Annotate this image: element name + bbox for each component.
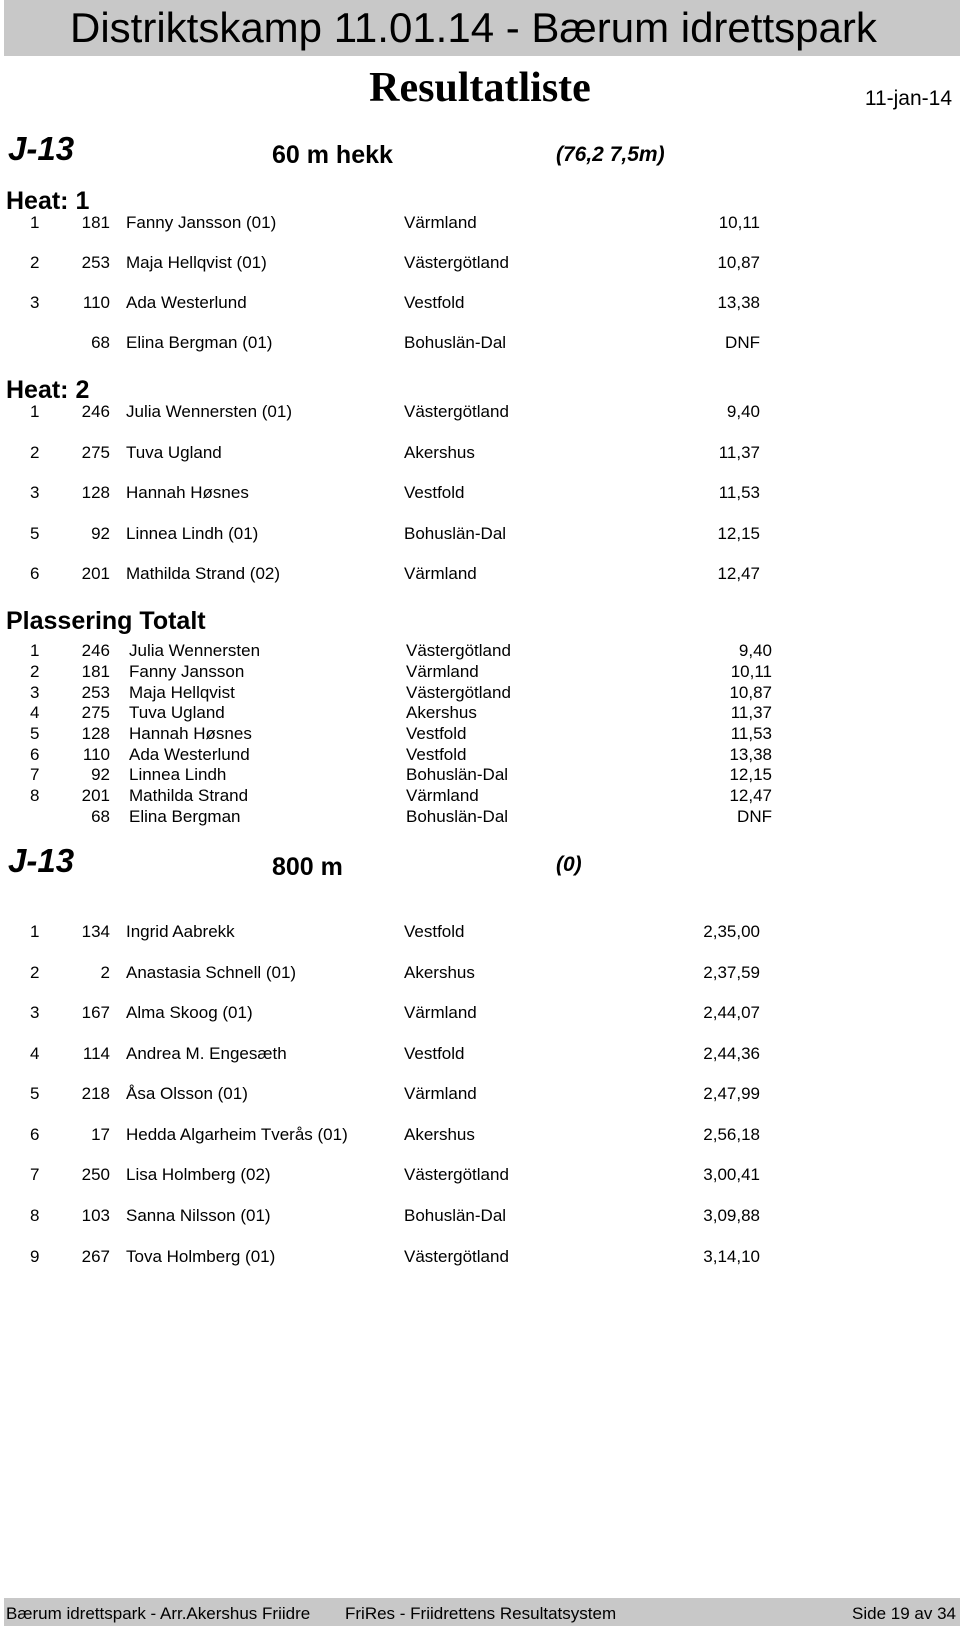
row-place: 1 bbox=[30, 402, 40, 421]
table-row bbox=[0, 764, 960, 786]
row-club: Västergötland bbox=[406, 641, 511, 660]
row-place: 3 bbox=[30, 683, 40, 702]
row-result: 2,47,99 bbox=[703, 1084, 760, 1103]
row-result: 12,15 bbox=[717, 524, 760, 543]
footer-system: FriRes - Friidrettens Resultatsystem bbox=[345, 1604, 617, 1623]
row-bib: 250 bbox=[81, 1165, 110, 1184]
row-name: Ada Westerlund bbox=[126, 293, 247, 312]
footer-page-number: Side 19 av 34 bbox=[852, 1604, 956, 1623]
table-row bbox=[0, 332, 960, 354]
row-place: 4 bbox=[30, 1044, 40, 1063]
row-name: Sanna Nilsson (01) bbox=[126, 1206, 271, 1225]
row-name: Alma Skoog (01) bbox=[126, 1003, 253, 1022]
document-subtitle: Resultatliste bbox=[369, 65, 591, 111]
table-row bbox=[0, 1002, 960, 1024]
row-result: 11,37 bbox=[730, 703, 772, 722]
row-name: Maja Hellqvist (01) bbox=[126, 253, 267, 272]
table-row bbox=[0, 744, 960, 766]
row-club: Värmland bbox=[404, 564, 477, 583]
row-result: 2,44,07 bbox=[703, 1003, 760, 1022]
row-name: Julia Wennersten bbox=[129, 641, 261, 660]
row-result: 3,14,10 bbox=[703, 1247, 760, 1266]
row-place: 6 bbox=[30, 564, 40, 583]
row-place: 2 bbox=[30, 963, 40, 982]
row-name: Lisa Holmberg (02) bbox=[126, 1165, 271, 1184]
row-club: Vestfold bbox=[406, 724, 467, 743]
event2-name: 800 m bbox=[272, 853, 343, 881]
row-name: Fanny Jansson bbox=[129, 662, 245, 681]
row-bib: 2 bbox=[100, 963, 110, 982]
heat2-heading: Heat: 2 bbox=[6, 376, 90, 404]
row-club: Värmland bbox=[404, 1084, 477, 1103]
row-result: 10,87 bbox=[717, 253, 760, 272]
event1-class-label: J-13 bbox=[8, 130, 75, 167]
row-name: Åsa Olsson (01) bbox=[126, 1084, 248, 1103]
total-heading: Plassering Totalt bbox=[6, 607, 206, 635]
row-place: 8 bbox=[30, 786, 40, 805]
row-place: 1 bbox=[30, 922, 40, 941]
row-result: 11,53 bbox=[718, 483, 760, 502]
row-place: 2 bbox=[30, 662, 40, 681]
row-club: Bohuslän-Dal bbox=[406, 765, 509, 784]
row-result: 12,47 bbox=[717, 564, 760, 583]
row-result: 10,11 bbox=[730, 662, 772, 681]
row-place: 2 bbox=[30, 443, 40, 462]
table-row bbox=[0, 523, 960, 545]
row-bib: 181 bbox=[81, 662, 110, 681]
row-club: Akershus bbox=[404, 963, 475, 982]
row-place: 6 bbox=[30, 1125, 40, 1144]
row-result: 2,35,00 bbox=[703, 922, 760, 941]
row-bib: 128 bbox=[81, 724, 110, 743]
row-result: 12,15 bbox=[729, 765, 772, 784]
table-row bbox=[0, 702, 960, 724]
row-name: Ingrid Aabrekk bbox=[126, 922, 235, 941]
heat1-heading: Heat: 1 bbox=[6, 187, 90, 215]
table-row bbox=[0, 1124, 960, 1146]
row-place: 8 bbox=[30, 1206, 40, 1225]
row-club: Vestfold bbox=[404, 922, 465, 941]
event1-info: (76,2 7,5m) bbox=[556, 143, 665, 166]
row-place: 1 bbox=[30, 213, 40, 232]
row-bib: 92 bbox=[91, 524, 110, 543]
row-bib: 246 bbox=[81, 402, 110, 421]
row-name: Linnea Lindh (01) bbox=[126, 524, 259, 543]
row-club: Västergötland bbox=[404, 253, 509, 272]
row-name: Elina Bergman (01) bbox=[126, 333, 273, 352]
row-name: Anastasia Schnell (01) bbox=[126, 963, 297, 982]
row-name: Elina Bergman bbox=[129, 807, 241, 826]
table-row bbox=[0, 1164, 960, 1186]
row-result: 9,40 bbox=[726, 402, 760, 421]
row-name: Maja Hellqvist bbox=[129, 683, 235, 702]
row-bib: 218 bbox=[81, 1084, 110, 1103]
row-bib: 253 bbox=[81, 253, 110, 272]
event2-info: (0) bbox=[556, 853, 582, 876]
row-club: Bohuslän-Dal bbox=[404, 333, 507, 352]
footer-venue: Bærum idrettspark - Arr.Akershus Friidre bbox=[6, 1604, 311, 1623]
row-name: Hannah Høsnes bbox=[129, 724, 252, 743]
row-result: 12,47 bbox=[729, 786, 772, 805]
table-row bbox=[0, 785, 960, 807]
row-bib: 110 bbox=[82, 293, 110, 312]
row-bib: 181 bbox=[81, 213, 110, 232]
table-row bbox=[0, 640, 960, 662]
row-bib: 246 bbox=[81, 641, 110, 660]
row-result: 2,44,36 bbox=[703, 1044, 760, 1063]
table-row bbox=[0, 921, 960, 943]
row-place: 7 bbox=[30, 1165, 40, 1184]
row-bib: 110 bbox=[82, 745, 110, 764]
row-club: Värmland bbox=[406, 662, 479, 681]
document-date: 11-jan-14 bbox=[864, 87, 952, 110]
row-place: 9 bbox=[30, 1247, 40, 1266]
row-bib: 275 bbox=[81, 703, 110, 722]
row-result: 11,37 bbox=[718, 443, 760, 462]
row-club: Västergötland bbox=[404, 1165, 509, 1184]
row-place: 5 bbox=[30, 1084, 40, 1103]
row-club: Västergötland bbox=[404, 1247, 509, 1266]
row-result: 3,09,88 bbox=[703, 1206, 760, 1225]
row-club: Akershus bbox=[404, 1125, 475, 1144]
row-place: 3 bbox=[30, 293, 40, 312]
row-result: 2,56,18 bbox=[703, 1125, 760, 1144]
row-result: 11,53 bbox=[730, 724, 772, 743]
row-name: Tova Holmberg (01) bbox=[126, 1247, 276, 1266]
table-row bbox=[0, 401, 960, 423]
row-name: Hedda Algarheim Tverås (01) bbox=[126, 1125, 348, 1144]
row-bib: 275 bbox=[81, 443, 110, 462]
row-name: Linnea Lindh bbox=[129, 765, 227, 784]
row-club: Västergötland bbox=[404, 402, 509, 421]
row-bib: 68 bbox=[91, 807, 110, 826]
row-result: DNF bbox=[737, 807, 772, 826]
row-bib: 253 bbox=[81, 683, 110, 702]
row-result: 10,87 bbox=[729, 683, 772, 702]
table-row bbox=[0, 1246, 960, 1268]
row-club: Vestfold bbox=[404, 293, 465, 312]
table-row bbox=[0, 563, 960, 585]
row-bib: 267 bbox=[81, 1247, 110, 1266]
row-result: 3,00,41 bbox=[703, 1165, 760, 1184]
row-bib: 114 bbox=[82, 1044, 110, 1063]
row-name: Tuva Ugland bbox=[126, 443, 222, 462]
event1-name: 60 m hekk bbox=[272, 141, 393, 169]
row-result: DNF bbox=[725, 333, 760, 352]
row-bib: 134 bbox=[81, 922, 110, 941]
row-place: 5 bbox=[30, 524, 40, 543]
table-row bbox=[0, 806, 960, 828]
row-bib: 17 bbox=[91, 1125, 110, 1144]
row-club: Bohuslän-Dal bbox=[406, 807, 509, 826]
row-club: Vestfold bbox=[404, 483, 465, 502]
page-title: Distriktskamp 11.01.14 - Bærum idrettspark bbox=[70, 4, 877, 51]
row-club: Vestfold bbox=[406, 745, 467, 764]
row-name: Julia Wennersten (01) bbox=[126, 402, 292, 421]
row-bib: 167 bbox=[81, 1003, 110, 1022]
row-club: Bohuslän-Dal bbox=[404, 524, 507, 543]
row-name: Mathilda Strand bbox=[129, 786, 249, 805]
table-row bbox=[0, 442, 960, 464]
event2-class-label: J-13 bbox=[8, 842, 75, 879]
table-row bbox=[0, 1043, 960, 1065]
row-place: 6 bbox=[30, 745, 40, 764]
row-club: Värmland bbox=[404, 213, 477, 232]
row-club: Akershus bbox=[406, 703, 477, 722]
row-name: Tuva Ugland bbox=[129, 703, 225, 722]
table-row bbox=[0, 1205, 960, 1227]
row-result: 9,40 bbox=[738, 641, 772, 660]
row-place: 1 bbox=[30, 641, 40, 660]
row-bib: 201 bbox=[81, 564, 110, 583]
row-name: Andrea M. Engesæth bbox=[126, 1044, 287, 1063]
row-club: Bohuslän-Dal bbox=[404, 1206, 507, 1225]
table-row bbox=[0, 962, 960, 984]
row-result: 13,38 bbox=[717, 293, 760, 312]
row-club: Akershus bbox=[404, 443, 475, 462]
table-row bbox=[0, 482, 960, 504]
row-place: 5 bbox=[30, 724, 40, 743]
row-bib: 68 bbox=[91, 333, 110, 352]
table-row bbox=[0, 661, 960, 683]
table-row bbox=[0, 723, 960, 745]
row-bib: 103 bbox=[81, 1206, 110, 1225]
table-row bbox=[0, 252, 960, 274]
row-result: 2,37,59 bbox=[703, 963, 760, 982]
row-name: Hannah Høsnes bbox=[126, 483, 249, 502]
row-result: 13,38 bbox=[729, 745, 772, 764]
row-club: Vestfold bbox=[404, 1044, 465, 1063]
row-place: 7 bbox=[30, 765, 40, 784]
row-place: 2 bbox=[30, 253, 40, 272]
row-bib: 92 bbox=[91, 765, 110, 784]
row-club: Värmland bbox=[404, 1003, 477, 1022]
table-row bbox=[0, 292, 960, 314]
row-name: Ada Westerlund bbox=[129, 745, 250, 764]
row-place: 4 bbox=[30, 703, 40, 722]
row-club: Västergötland bbox=[406, 683, 511, 702]
row-result: 10,11 bbox=[718, 213, 760, 232]
table-row bbox=[0, 682, 960, 704]
row-place: 3 bbox=[30, 483, 40, 502]
row-bib: 128 bbox=[81, 483, 110, 502]
row-place: 3 bbox=[30, 1003, 40, 1022]
row-club: Värmland bbox=[406, 786, 479, 805]
table-row bbox=[0, 212, 960, 234]
row-bib: 201 bbox=[81, 786, 110, 805]
row-name: Mathilda Strand (02) bbox=[126, 564, 281, 583]
table-row bbox=[0, 1083, 960, 1105]
row-name: Fanny Jansson (01) bbox=[126, 213, 277, 232]
